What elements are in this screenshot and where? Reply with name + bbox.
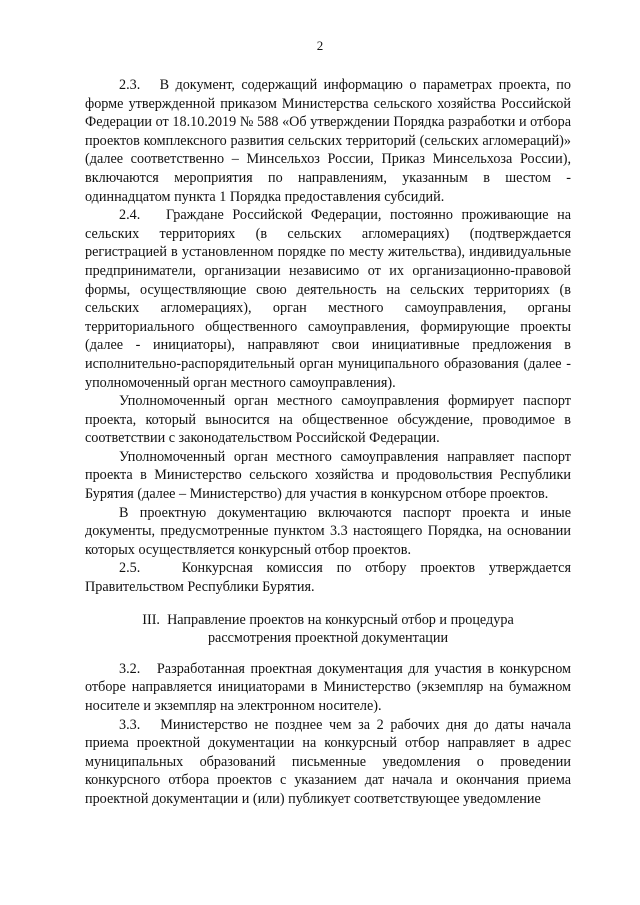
paragraph-project-documentation: В проектную документацию включаются паспорт проекта и иные документы, предусмотренные пунктом 3.3 настоящего Порядка, на основании которых осуществляется конкурсный отбор проектов. — [85, 504, 571, 558]
paragraph-passport-submission: Уполномоченный орган местного самоуправления направляет паспорт проекта в Министерство сельского хозяйства и продовольствия Республики Бурятия (далее – Министерство) для участия в конкурсном отборе проектов. — [85, 448, 571, 503]
paragraph-2-3: 2.3. В документ, содержащий информацию о параметрах проекта, по форме утвержденной приказом Министерства сельского хозяйства Российской Федерации от 18.10.2019 № 588 «Об утверждении Порядка разработки и отбора проектов комплексного развития сельских территорий (сельских агломераций)» (далее соответственно – Минсельхоз России, Приказ Минсельхоза России), включаются мероприятия по направлениям, указанным в шестом - одиннадцатом пункта 1 Порядка предоставления субсидий. — [85, 77, 571, 205]
paragraph-2-5: 2.5. Конкурсная комиссия по отбору проектов утверждается Правительством Республики Бурятия. — [85, 560, 571, 596]
section-title-iii — [85, 611, 571, 648]
section-title-line-2: рассмотрения проектной документации — [207, 630, 449, 647]
paragraph-2-4: 2.4. Граждане Российской Федерации, постоянно проживающие на сельских территориях (в сельских агломерациях) (подтверждается регистрацией в установленном порядке по месту жительства), индивидуальные предприниматели, организации независимо от их организационно-правовой формы, осуществляющие свою деятельность на сельских территориях (в сельских агломерациях), орган местного самоуправления, органы территориального общественного самоуправления, формирующие проекты (далее - инициаторы), направляют свои инициативные предложения в исполнительно-распорядительный орган муниципального образования (далее - уполномоченный орган местного самоуправления). — [85, 207, 571, 391]
paragraph-3-3: 3.3. Министерство не позднее чем за 2 рабочих дня до даты начала приема проектной документации на конкурсный отбор направляет в адрес муниципальных образований письменные уведомления о проведении конкурсного отбора проектов с указанием дат начала и окончания приема проектной документации и (или) публикует соответствующее уведомление — [85, 716, 571, 807]
paragraph-3-2: 3.2. Разработанная проектная документация для участия в конкурсном отборе направляется инициаторами в Министерство (экземпляр на бумажном носителе и экземпляр на электронном носителе). — [85, 660, 571, 714]
section-title-line-1: III. Направление проектов на конкурсный отбор и процедура — [142, 611, 514, 628]
page-number: 2 — [316, 38, 324, 53]
paragraph-passport-formation: Уполномоченный орган местного самоуправления формирует паспорт проекта, который выносится на общественное обсуждение, проводимое в соответствии с законодательством Российской Федерации. — [85, 393, 571, 447]
document-body — [85, 76, 571, 809]
